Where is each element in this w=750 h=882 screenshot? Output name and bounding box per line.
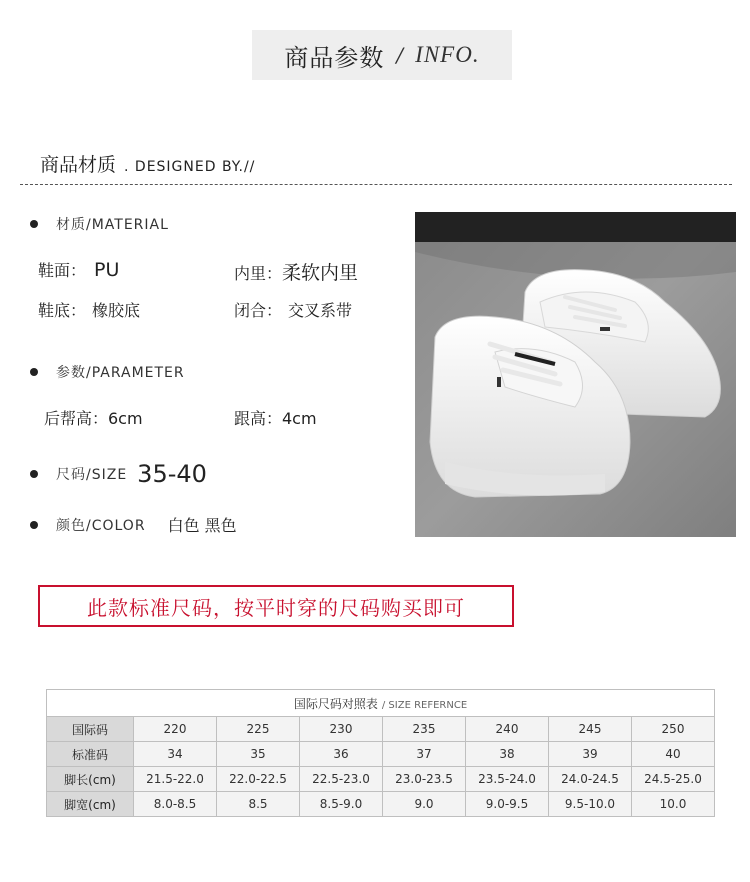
table-cell: 250 — [632, 717, 715, 742]
table-cell: 35 — [217, 742, 300, 767]
row-header: 标准码 — [47, 742, 134, 767]
row-header: 国际码 — [47, 717, 134, 742]
color-row — [30, 513, 237, 536]
table-cell: 34 — [134, 742, 217, 767]
table-cell: 40 — [632, 742, 715, 767]
table-title-zh: 国际尺码对照表 — [293, 696, 378, 711]
table-cell: 37 — [383, 742, 466, 767]
closure-label: 闭合： — [234, 301, 283, 320]
table-cell: 24.5-25.0 — [632, 767, 715, 792]
sole-field — [38, 298, 140, 321]
table-cell: 240 — [466, 717, 549, 742]
size-row — [30, 460, 207, 488]
upper-field — [38, 258, 119, 281]
size-notice: 此款标准尺码，按平时穿的尺码购买即可 — [38, 585, 514, 627]
closure-field — [234, 298, 352, 321]
bullet-icon — [30, 470, 38, 478]
table-cell: 23.0-23.5 — [383, 767, 466, 792]
table-row — [47, 742, 715, 767]
table-cell: 9.0 — [383, 792, 466, 817]
table-cell: 230 — [300, 717, 383, 742]
table-cell: 8.5-9.0 — [300, 792, 383, 817]
header-title-zh: 商品参数 — [284, 43, 385, 72]
sole-label: 鞋底： — [38, 301, 87, 320]
lining-value: 柔软内里 — [282, 262, 359, 284]
sole-value: 橡胶底 — [92, 301, 141, 320]
table-title — [47, 690, 715, 717]
header-separator: / — [396, 43, 404, 67]
table-cell: 36 — [300, 742, 383, 767]
lining-label: 内里： — [234, 264, 283, 283]
parameter-label: 参数/PARAMETER — [56, 365, 185, 381]
size-value: 35-40 — [137, 460, 207, 488]
table-cell: 38 — [466, 742, 549, 767]
table-cell: 21.5-22.0 — [134, 767, 217, 792]
table-cell: 245 — [549, 717, 632, 742]
table-cell: 10.0 — [632, 792, 715, 817]
color-value: 白色 黑色 — [167, 516, 237, 535]
color-label: 颜色/COLOR — [56, 517, 146, 534]
product-photo — [415, 212, 736, 537]
table-cell: 235 — [383, 717, 466, 742]
section-title-zh: 商品材质 — [40, 154, 117, 176]
section-divider — [20, 184, 732, 185]
table-cell: 225 — [217, 717, 300, 742]
material-label: 材质/MATERIAL — [56, 217, 169, 233]
table-cell: 9.5-10.0 — [549, 792, 632, 817]
table-cell: 24.0-24.5 — [549, 767, 632, 792]
table-cell: 8.5 — [217, 792, 300, 817]
upper-value: PU — [94, 259, 120, 281]
size-reference-table — [46, 689, 715, 817]
table-cell: 8.0-8.5 — [134, 792, 217, 817]
table-cell: 9.0-9.5 — [466, 792, 549, 817]
table-title-en: / SIZE REFERNCE — [381, 699, 468, 711]
row-header: 脚长(cm) — [47, 767, 134, 792]
header-title-en: INFO. — [415, 42, 480, 67]
heel-height: 跟高：4cm — [234, 409, 317, 428]
section-title-en: . DESIGNED BY.// — [124, 159, 256, 175]
closure-value: 交叉系带 — [288, 301, 353, 320]
table-row — [47, 717, 715, 742]
upper-label: 鞋面： — [38, 261, 87, 280]
size-label: 尺码/SIZE — [56, 467, 128, 483]
table-cell: 39 — [549, 742, 632, 767]
section-title — [40, 150, 255, 177]
material-row — [30, 214, 169, 234]
bullet-icon — [30, 220, 38, 228]
table-row — [47, 767, 715, 792]
bullet-icon — [30, 368, 38, 376]
table-cell: 220 — [134, 717, 217, 742]
bullet-icon — [30, 521, 38, 529]
table-row — [47, 792, 715, 817]
page-header — [252, 30, 512, 80]
row-header: 脚宽(cm) — [47, 792, 134, 817]
table-cell: 22.0-22.5 — [217, 767, 300, 792]
table-cell: 23.5-24.0 — [466, 767, 549, 792]
heel-back-height: 后帮高：6cm — [44, 409, 143, 428]
lining-field — [234, 258, 358, 285]
parameter-row — [30, 362, 185, 382]
table-cell: 22.5-23.0 — [300, 767, 383, 792]
